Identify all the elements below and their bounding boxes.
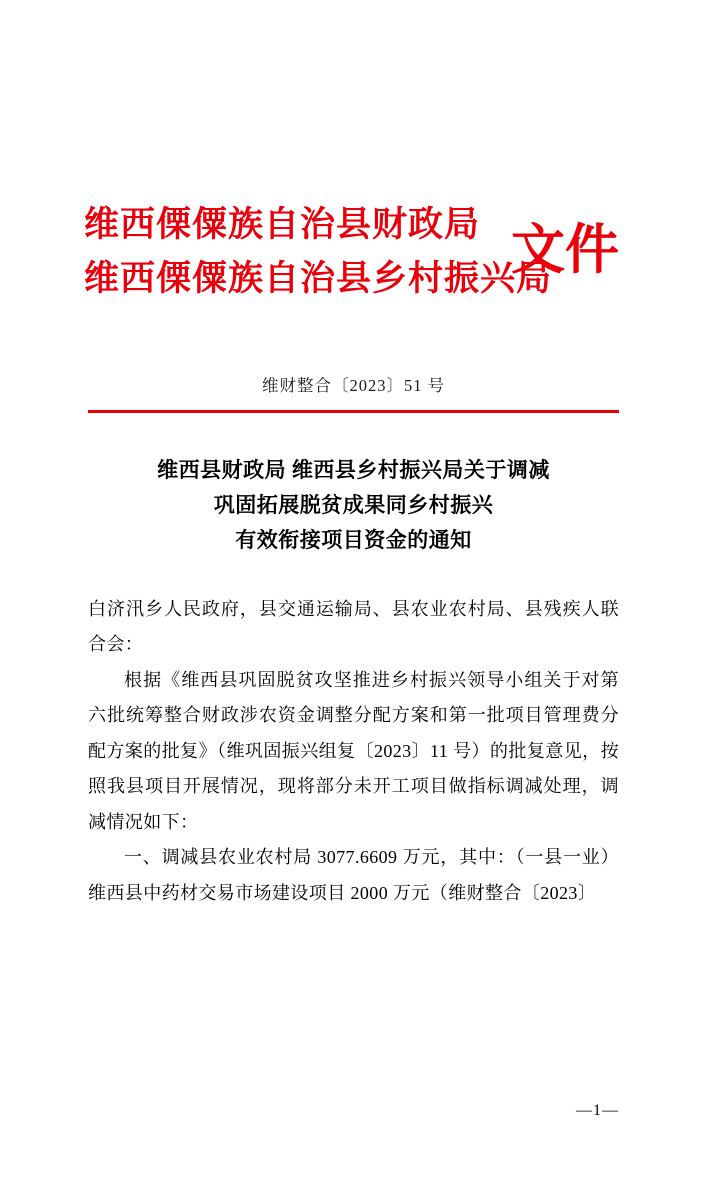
- document-title-line-3: 有效衔接项目资金的通知: [235, 527, 472, 552]
- letterhead-line-1: 维西傈僳族自治县财政局: [84, 205, 481, 244]
- letterhead-line-2: 维西傈僳族自治县乡村振兴局: [84, 259, 553, 298]
- document-title: [88, 453, 619, 558]
- letterhead: [84, 198, 619, 330]
- document-title-line-1: 维西县财政局 维西县乡村振兴局关于调减: [157, 457, 550, 482]
- document-number: 维财整合〔2023〕51 号: [261, 376, 446, 395]
- body-paragraph-recipients: 白济汛乡人民政府，县交通运输局、县农业农村局、县残疾人联合会：: [88, 598, 619, 655]
- letterhead-wenjian: 文件: [511, 220, 619, 280]
- letterhead-issuer-lines: [84, 198, 619, 306]
- body-paragraph-item-1: 一、调减县农业农村局 3077.6609 万元，其中：（一县一业）维西县中药材交易市场建设项目 2000 万元（维财整合〔2023〕: [88, 847, 619, 903]
- page-number: —1—: [576, 1102, 619, 1119]
- document-title-line-2: 巩固拓展脱贫成果同乡村振兴: [213, 492, 494, 517]
- document-body: [88, 592, 619, 912]
- document-page: [0, 198, 707, 1198]
- red-separator-rule: [88, 410, 619, 413]
- body-paragraph-basis: 根据《维西县巩固脱贫攻坚推进乡村振兴领导小组关于对第六批统筹整合财政涉农资金调整分配方案和第一批项目管理费分配方案的批复》（维巩固振兴组复〔2023〕11 号）的批复意见，按照我县项目开展情况，现将部分未开工项目做指标调减处理，调减情况如下：: [88, 669, 619, 832]
